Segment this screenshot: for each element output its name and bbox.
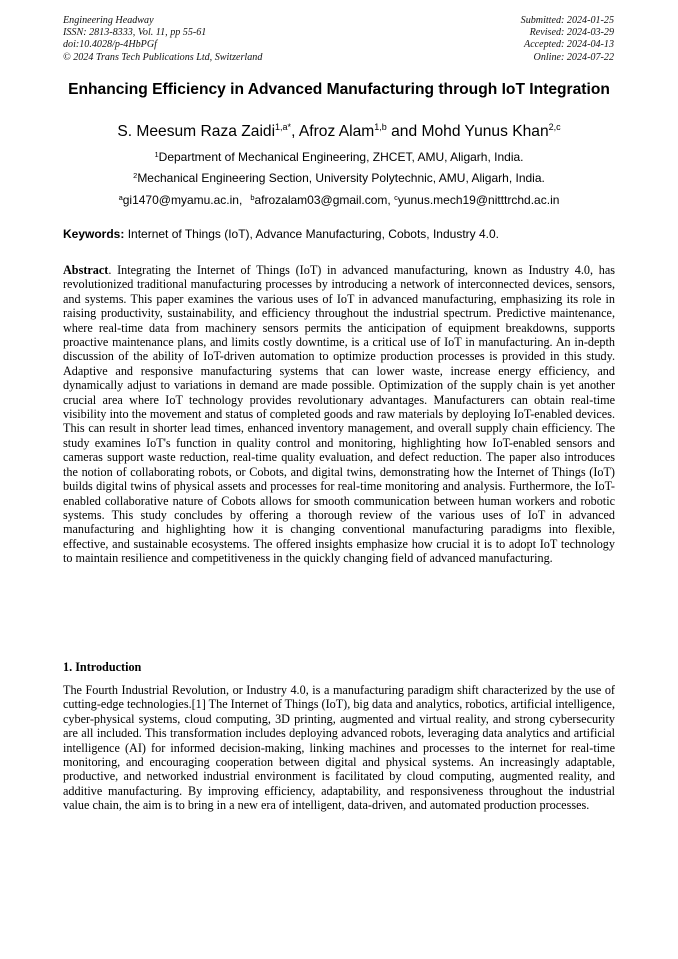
keywords-text: Internet of Things (IoT), Advance Manufacturing, Cobots, Industry 4.0. (124, 227, 500, 241)
author-superscript: 1,a* (275, 122, 292, 132)
email-superscript: b (250, 193, 255, 202)
keywords-label: Keywords: (63, 227, 125, 241)
journal-copyright: © 2024 Trans Tech Publications Ltd, Switzerland (63, 51, 263, 63)
author-superscript: 1,b (374, 122, 387, 132)
author-name: Mohd Yunus Khan (421, 123, 549, 140)
author-separator: , (291, 123, 299, 140)
introduction-paragraph: The Fourth Industrial Revolution, or Industry 4.0, is a manufacturing paradigm shift characterized by the use of cutting-edge technologies.[1] The Internet of Things (IoT), big data and analytics, robotics, artificial intelligence, cyber-physical systems, cloud computing, 3D printing, augmented and virtual reality, and strong cybersecurity are all included. This transformation includes deploying advanced robots, leveraging data analytics and artificial intelligence (AI) for informed decision-making, linking machines and processes to the internet for real-time monitoring, and encouraging cooperation between digital and physical systems. An increasingly adaptable, productive, and networked industrial environment is facilitated by cloud computing, augmented reality, and additive manufacturing. By improving efficiency, adaptability, and responsiveness throughout the industrial value chain, the aim is to bring in a new era of intelligent, data-driven, and automated production processes. (63, 683, 615, 813)
journal-header-right (521, 15, 614, 64)
journal-name: Engineering Headway (63, 15, 154, 26)
affiliation-1 (40, 150, 638, 164)
date-revised: Revised: 2024-03-29 (529, 27, 614, 39)
abstract-label: Abstract (63, 263, 109, 277)
date-accepted: Accepted: 2024-04-13 (524, 39, 614, 51)
email-link[interactable]: afrozalam03@gmail.com, (254, 193, 391, 207)
email-link[interactable]: yunus.mech19@nitttrchd.ac.in (397, 193, 560, 207)
journal-header-left (63, 15, 262, 64)
keywords (63, 227, 619, 241)
affiliation-text: Department of Mechanical Engineering, ZHCET, AMU, Aligarh, India. (158, 150, 524, 164)
abstract (63, 263, 615, 566)
email-superscript: a (118, 193, 123, 202)
paper-title: Enhancing Efficiency in Advanced Manufacturing through IoT Integration (68, 81, 610, 98)
email-list (40, 193, 638, 207)
author-separator: and (386, 123, 422, 140)
date-submitted: Submitted: 2024-01-25 (520, 15, 614, 26)
author-superscript: 2,c (548, 122, 561, 132)
email-superscript: c (394, 193, 398, 202)
author-name: S. Meesum Raza Zaidi (117, 123, 276, 140)
section-heading-introduction: 1. Introduction (63, 660, 142, 674)
journal-issn: ISSN: 2813-8333, Vol. 11, pp 55-61 (63, 27, 207, 39)
author-name: Afroz Alam (298, 123, 375, 140)
journal-doi: doi:10.4028/p-4HbPGf (63, 39, 157, 51)
affiliation-superscript: 2 (133, 171, 138, 180)
author-list (40, 122, 638, 142)
date-online: Online: 2024-07-22 (533, 51, 614, 63)
affiliation-2 (40, 171, 638, 185)
affiliation-superscript: 1 (154, 150, 159, 159)
email-link[interactable]: gi1470@myamu.ac.in, (122, 193, 243, 207)
affiliation-text: Mechanical Engineering Section, University Polytechnic, AMU, Aligarh, India. (137, 171, 545, 185)
abstract-text: . Integrating the Internet of Things (IoT) in advanced manufacturing, known as Industry 4.0, has revolutionized traditional manufacturing processes by introducing a network of interconnected devices, sensors, and systems. This paper examines the various uses of IoT in advanced manufacturing, emphasizing its role in raising productivity, sustainability, and efficiency throughout the industrial spectrum. Predictive maintenance, where real-time data from machinery sensors permits the anticipation of equipment breakdowns, supports proactive maintenance plans, and limits costly downtime, is a critical use of IoT in manufacturing. An in-depth discussion of the ability of IoT-driven automation to optimize production processes is provided in this study. Adaptive and responsive manufacturing systems that can lower waste, increase energy efficiency, and dynamically adjust to variations in demand are made possible. Optimization of the supply chain is yet another crucial area where IoT technology provides revolutionary advantages. Manufacturers can obtain real-time visibility into the movement and status of completed goods and raw materials by deploying IoT-enabled devices. This can result in shorter lead times, enhanced inventory management, and overall supply chain efficiency. The study examines IoT's function in quality control and monitoring, highlighting how IoT-enabled sensors and cameras support waste reduction, real-time quality evaluation, and defect reduction. The paper also introduces the notion of collaborating robots, or Cobots, and digital twins, demonstrating how the Internet of Things (IoT) builds digital twins of physical assets and processes for real-time monitoring and analysis. Furthermore, the IoT-enabled collaborative nature of Cobots allows for smooth communication between human workers and robotic systems. This study concludes by offering a thorough review of the various uses of IoT in advanced manufacturing and highlighting how it is changing conventional manufacturing paradigms into flexible, effective, and sustainable ecosystems. The offered insights emphasize how crucial it is to adopt IoT technology to maintain resilience and competitiveness in the quickly changing field of advanced manufacturing. (63, 263, 615, 566)
